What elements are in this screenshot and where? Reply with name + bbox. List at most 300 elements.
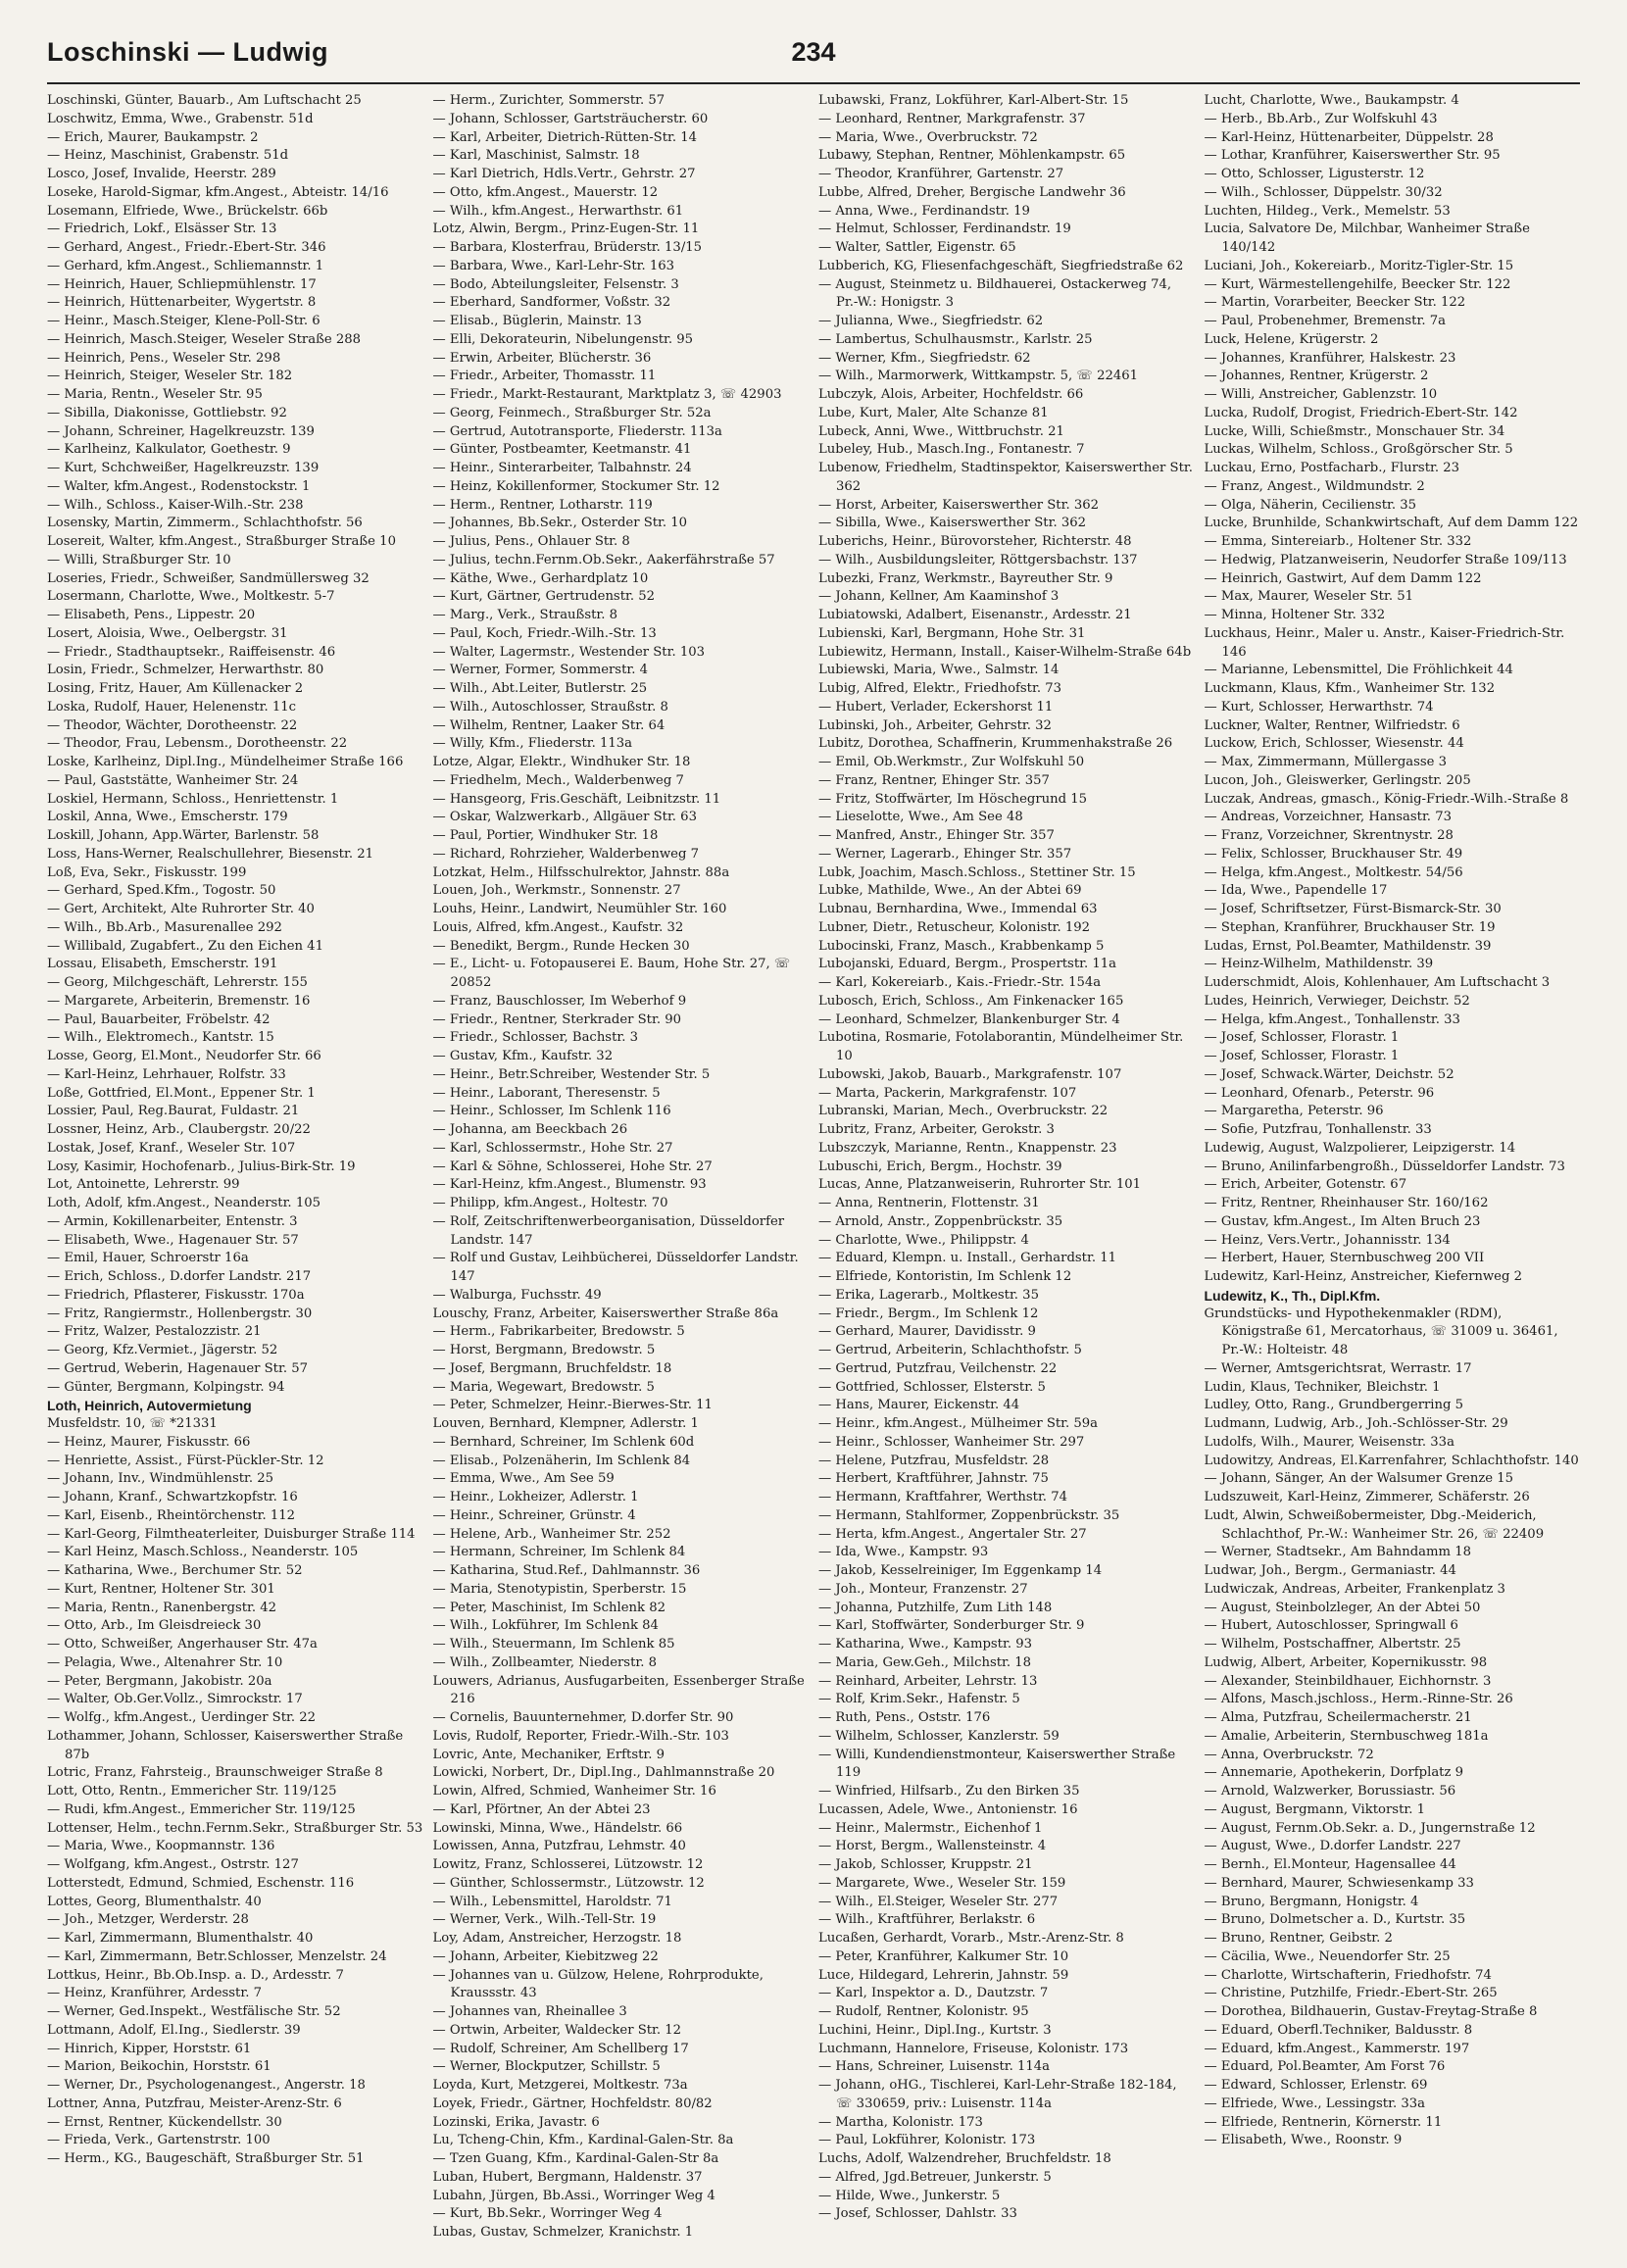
directory-entry xyxy=(47,1581,423,1600)
entry-text: — Karl-Heinz, Hüttenarbeiter, Düppelstr. 28 xyxy=(1204,129,1494,145)
directory-entry xyxy=(433,258,810,276)
entry-text: Lubinski, Joh., Arbeiter, Gehrstr. 32 xyxy=(818,717,1052,733)
entry-text: Lostak, Josef, Kranf., Weseler Str. 107 xyxy=(47,1140,296,1156)
entry-text: — Amalie, Arbeiterin, Sternbuschweg 181a xyxy=(1204,1728,1489,1744)
entry-text: — August, Steinbolzleger, An der Abtei 50 xyxy=(1204,1600,1481,1615)
entry-text: — Josef, Schwack.Wärter, Deichstr. 52 xyxy=(1204,1066,1454,1082)
directory-entry xyxy=(433,441,810,460)
directory-entry xyxy=(47,147,423,166)
directory-entry xyxy=(1205,735,1581,754)
directory-entry xyxy=(1205,405,1581,423)
entry-text: Lubiatowski, Adalbert, Eisenanstr., Ardesstr. 21 xyxy=(818,608,1132,622)
directory-entry xyxy=(1205,2003,1581,2022)
entry-text: Luckas, Wilhelm, Schloss., Großgörscher Str. 5 xyxy=(1204,442,1513,458)
directory-entry xyxy=(433,1360,810,1379)
entry-text: — Herm., Rentner, Lotharstr. 119 xyxy=(432,497,653,513)
entry-text: — August, Bergmann, Viktorstr. 1 xyxy=(1204,1801,1425,1817)
entry-text: Lott, Otto, Rentn., Emmericher Str. 119/125 xyxy=(47,1784,337,1799)
entry-text: Louschy, Franz, Arbeiter, Kaiserswerther Straße 86a xyxy=(432,1306,779,1321)
directory-entry xyxy=(47,1232,423,1251)
entry-text: Lowissen, Anna, Putzfrau, Lehmstr. 40 xyxy=(432,1839,686,1854)
directory-entry xyxy=(47,809,423,827)
entry-text: Lovric, Ante, Mechaniker, Erftstr. 9 xyxy=(432,1747,666,1762)
entry-text: — Horst, Bergm., Wallensteinstr. 4 xyxy=(818,1839,1047,1854)
directory-entry xyxy=(433,2058,810,2077)
directory-entry xyxy=(1205,846,1581,864)
entry-text: — Margarete, Arbeiterin, Bremenstr. 16 xyxy=(47,993,311,1009)
directory-entry xyxy=(1205,919,1581,938)
entry-text: Luciani, Joh., Kokereiarb., Moritz-Tigler-Str. 15 xyxy=(1204,258,1514,273)
entry-text: — Friedr., Markt-Restaurant, Marktplatz 3, ☏ 42903 xyxy=(432,387,782,402)
directory-entry xyxy=(433,1176,810,1195)
directory-entry xyxy=(47,239,423,258)
entry-text: — Hermann, Kraftfahrer, Werthstr. 74 xyxy=(818,1490,1067,1504)
directory-entry xyxy=(47,1434,423,1453)
directory-entry xyxy=(47,919,423,938)
directory-entry xyxy=(818,2041,1195,2059)
directory-entry xyxy=(433,1911,810,1930)
entry-text: — Wilh., Steuermann, Im Schlenk 85 xyxy=(432,1637,675,1652)
directory-entry xyxy=(818,368,1195,386)
directory-entry xyxy=(47,1306,423,1324)
entry-text: — Arnold, Anstr., Zoppenbrückstr. 35 xyxy=(818,1213,1063,1229)
entry-text: — August, Steinmetz u. Bildhauerei, Ostackerweg 74, Pr.-W.: Honigstr. 3 xyxy=(818,276,1172,311)
entry-text: Lubas, Gustav, Schmelzer, Kranichstr. 1 xyxy=(432,2225,694,2240)
directory-entry xyxy=(818,1489,1195,1507)
directory-entry xyxy=(433,1287,810,1306)
directory-entry xyxy=(1205,331,1581,350)
directory-entry xyxy=(818,1709,1195,1728)
entry-text: — Wilh., Lokführer, Im Schlenk 84 xyxy=(432,1618,659,1634)
entry-text: Louhs, Heinr., Landwirt, Neumühler Str. 160 xyxy=(432,902,727,916)
directory-entry xyxy=(818,735,1195,754)
entry-text: Lossner, Heinz, Arb., Claubergstr. 20/22 xyxy=(47,1122,311,1137)
directory-entry xyxy=(818,919,1195,938)
directory-entry xyxy=(433,460,810,478)
entry-text: — E., Licht- u. Fotopauserei E. Baum, Hohe Str. 27, ☏ 20852 xyxy=(432,957,791,990)
directory-entry xyxy=(818,1838,1195,1856)
directory-entry xyxy=(818,2205,1195,2224)
entry-text: Lubczyk, Alois, Arbeiter, Hochfeldstr. 66 xyxy=(818,387,1084,402)
directory-entry xyxy=(818,460,1195,497)
entry-text: — Horst, Arbeiter, Kaiserswerther Str. 362 xyxy=(818,497,1100,513)
directory-entry xyxy=(433,1397,810,1415)
entry-text: — Helene, Arb., Wanheimer Str. 252 xyxy=(432,1526,671,1542)
directory-entry xyxy=(1205,1709,1581,1728)
directory-entry xyxy=(818,662,1195,680)
directory-entry xyxy=(433,791,810,810)
directory-entry xyxy=(433,147,810,166)
entry-text: — Paul, Bauarbeiter, Fröbelstr. 42 xyxy=(47,1011,271,1027)
directory-entry xyxy=(47,1894,423,1912)
entry-text: Luchmann, Hannelore, Friseuse, Kolonistr. 173 xyxy=(818,2041,1129,2056)
entry-text: Lottner, Anna, Putzfrau, Meister-Arenz-Str. 6 xyxy=(47,2095,342,2111)
entry-text: — Wolfg., kfm.Angest., Uerdinger Str. 22 xyxy=(47,1710,317,1725)
entry-text: — Gert, Architekt, Alte Ruhrorter Str. 40 xyxy=(47,902,315,916)
entry-text: — Gertrud, Putzfrau, Veilchenstr. 22 xyxy=(818,1360,1058,1376)
entry-text: — Friedhelm, Mech., Walderbenweg 7 xyxy=(432,772,684,788)
directory-entry xyxy=(433,533,810,552)
directory-entry xyxy=(47,1379,423,1398)
entry-text: Loyek, Friedr., Gärtner, Hochfeldstr. 80/82 xyxy=(432,2095,713,2111)
directory-entry xyxy=(1205,111,1581,129)
directory-entry xyxy=(433,956,810,993)
entry-text: — Barbara, Klosterfrau, Brüderstr. 13/15 xyxy=(432,240,703,255)
entry-text: Louen, Joh., Werkmstr., Sonnenstr. 27 xyxy=(432,883,681,899)
entry-text: — Ida, Wwe., Papendelle 17 xyxy=(1204,883,1388,899)
entry-text: — Eduard, kfm.Angest., Kammerstr. 197 xyxy=(1204,2041,1470,2056)
directory-entry xyxy=(47,368,423,386)
directory-entry xyxy=(1205,1011,1581,1030)
directory-entry xyxy=(47,1268,423,1287)
directory-entry xyxy=(47,1875,423,1894)
entry-text: — Herb., Bb.Arb., Zur Wolfskuhl 43 xyxy=(1204,111,1438,126)
directory-entry xyxy=(818,1453,1195,1471)
entry-text: — Heinr., Sinterarbeiter, Talbahnstr. 24 xyxy=(432,461,692,475)
entry-text: Lozinski, Erika, Javastr. 6 xyxy=(432,2114,600,2130)
directory-entry xyxy=(433,662,810,680)
directory-entry xyxy=(818,570,1195,589)
entry-text: — Karl-Heinz, kfm.Angest., Blumenstr. 93 xyxy=(432,1177,707,1193)
entry-text: — Herm., Zurichter, Sommerstr. 57 xyxy=(432,93,666,108)
directory-entry xyxy=(1205,129,1581,148)
entry-text: — Leonhard, Rentner, Markgrafenstr. 37 xyxy=(818,111,1086,126)
directory-entry xyxy=(1205,552,1581,570)
entry-text: Luckow, Erich, Schlosser, Wiesenstr. 44 xyxy=(1204,736,1464,752)
directory-entry xyxy=(1205,1617,1581,1636)
entry-text: — Bernhard, Schreiner, Im Schlenk 60d xyxy=(432,1434,695,1450)
directory-entry xyxy=(47,1048,423,1066)
entry-text: — Joh., Monteur, Franzenstr. 27 xyxy=(818,1581,1028,1597)
directory-entry xyxy=(433,331,810,350)
directory-entry xyxy=(47,1930,423,1948)
directory-entry xyxy=(818,1617,1195,1636)
entry-text: — Emma, Wwe., Am See 59 xyxy=(432,1471,615,1487)
directory-entry xyxy=(818,221,1195,239)
entry-text: — Pelagia, Wwe., Altenahrer Str. 10 xyxy=(47,1654,283,1670)
directory-entry xyxy=(1205,1654,1581,1673)
directory-entry xyxy=(47,1654,423,1673)
entry-text: Lubszczyk, Marianne, Rentn., Knappenstr. 23 xyxy=(818,1140,1117,1156)
entry-text: — Walter, Lagermstr., Westender Str. 103 xyxy=(432,644,706,660)
entry-text: — Johann, Inv., Windmühlenstr. 25 xyxy=(47,1471,274,1487)
directory-entry xyxy=(433,552,810,570)
directory-entry xyxy=(818,680,1195,699)
directory-entry xyxy=(1205,1250,1581,1268)
entry-text: — Franz, Rentner, Ehinger Str. 357 xyxy=(818,772,1050,788)
entry-text: — Kurt, Gärtner, Gertrudenstr. 52 xyxy=(432,589,656,605)
entry-text: — Emil, Ob.Werkmstr., Zur Wolfskuhl 50 xyxy=(818,755,1085,769)
directory-entry xyxy=(433,2150,810,2169)
entry-text: — Johanna, am Beeckbach 26 xyxy=(432,1122,628,1137)
directory-entry xyxy=(433,1066,810,1085)
entry-text: — August, Fernm.Ob.Sekr. a. D., Jungernstraße 12 xyxy=(1204,1820,1536,1836)
directory-entry xyxy=(818,1287,1195,1306)
directory-entry xyxy=(818,313,1195,331)
entry-text: Loss, Hans-Werner, Realschullehrer, Biesenstr. 21 xyxy=(47,846,373,862)
directory-entry xyxy=(433,588,810,607)
directory-entry xyxy=(433,129,810,148)
entry-text: — Philipp, kfm.Angest., Holtestr. 70 xyxy=(432,1196,668,1210)
entry-text: — Georg, Kfz.Vermiet., Jägerstr. 52 xyxy=(47,1343,278,1357)
directory-entry xyxy=(818,1911,1195,1930)
directory-entry xyxy=(47,1029,423,1048)
directory-entry xyxy=(1205,1140,1581,1159)
entry-text: — Paul, Probenehmer, Bremenstr. 7a xyxy=(1204,314,1446,328)
entry-text: — Johanna, Putzhilfe, Zum Lith 148 xyxy=(818,1600,1053,1615)
entry-text: Lubk, Joachim, Masch.Schloss., Stettiner Str. 15 xyxy=(818,864,1136,880)
directory-entry xyxy=(1205,1856,1581,1875)
directory-columns xyxy=(47,92,1580,2256)
directory-entry xyxy=(818,993,1195,1011)
directory-entry xyxy=(1205,441,1581,460)
entry-text: — Friedr., Arbeiter, Thomasstr. 11 xyxy=(432,369,657,384)
running-head: Loschinski — Ludwig xyxy=(47,37,329,67)
entry-text: — Hermann, Schreiner, Im Schlenk 84 xyxy=(432,1545,686,1560)
entry-text: Ludwar, Joh., Bergm., Germaniastr. 44 xyxy=(1204,1563,1456,1578)
entry-text: — Heinr., kfm.Angest., Mülheimer Str. 59a xyxy=(818,1416,1099,1431)
directory-entry xyxy=(818,2003,1195,2022)
directory-entry xyxy=(433,699,810,717)
directory-entry xyxy=(818,1029,1195,1066)
directory-entry xyxy=(1205,588,1581,607)
directory-entry xyxy=(47,515,423,533)
entry-text: — Heinrich, Gastwirt, Auf dem Damm 122 xyxy=(1204,570,1482,586)
directory-entry xyxy=(1205,350,1581,369)
entry-text: — Hinrich, Kipper, Horststr. 61 xyxy=(47,2041,252,2056)
directory-entry xyxy=(433,1029,810,1048)
directory-entry xyxy=(47,1544,423,1562)
entry-text: Luchten, Hildeg., Verk., Memelstr. 53 xyxy=(1204,203,1451,219)
directory-entry xyxy=(818,1085,1195,1104)
entry-text: Luckhaus, Heinr., Maler u. Anstr., Kaiser-Friedrich-Str. 146 xyxy=(1204,625,1565,660)
directory-entry xyxy=(47,1360,423,1379)
directory-entry xyxy=(1205,1507,1581,1545)
directory-entry xyxy=(1205,717,1581,736)
directory-entry xyxy=(47,1470,423,1489)
directory-entry xyxy=(47,1526,423,1545)
entry-text: — Wilh., Kraftführer, Berlakstr. 6 xyxy=(818,1912,1036,1928)
directory-entry xyxy=(47,644,423,663)
directory-entry xyxy=(433,1323,810,1342)
entry-text: — Werner, Blockputzer, Schillstr. 5 xyxy=(432,2059,661,2075)
directory-entry xyxy=(47,350,423,369)
entry-text: — Heinz-Wilhelm, Mathildenstr. 39 xyxy=(1204,957,1434,972)
directory-entry xyxy=(433,350,810,369)
directory-entry xyxy=(433,313,810,331)
directory-entry xyxy=(1205,184,1581,203)
directory-entry xyxy=(47,1856,423,1875)
directory-entry xyxy=(47,1948,423,1967)
directory-entry xyxy=(433,1617,810,1636)
directory-entry xyxy=(1205,2022,1581,2041)
entry-text: Lubezki, Franz, Werkmstr., Bayreuther Str. 9 xyxy=(818,570,1113,586)
entry-text: — Gottfried, Schlosser, Elsterstr. 5 xyxy=(818,1379,1046,1395)
directory-entry xyxy=(47,588,423,607)
directory-entry xyxy=(433,827,810,846)
directory-entry xyxy=(1205,92,1581,111)
directory-entry xyxy=(47,276,423,295)
directory-entry xyxy=(1205,1838,1581,1856)
entry-text: — Hansgeorg, Fris.Geschäft, Leibnitzstr. 11 xyxy=(432,791,721,807)
directory-entry xyxy=(1205,478,1581,497)
directory-entry xyxy=(433,1103,810,1121)
directory-entry xyxy=(433,772,810,791)
entry-text: Lubritz, Franz, Arbeiter, Gerokstr. 3 xyxy=(818,1122,1055,1137)
directory-entry xyxy=(433,1085,810,1104)
directory-entry xyxy=(47,313,423,331)
entry-text: — Werner, Stadtsekr., Am Bahndamm 18 xyxy=(1204,1545,1471,1560)
directory-entry xyxy=(47,1140,423,1159)
entry-text: Losin, Friedr., Schmelzer, Herwarthstr. 80 xyxy=(47,663,324,678)
directory-entry xyxy=(1205,662,1581,680)
directory-entry xyxy=(818,2132,1195,2150)
entry-text: Lowinski, Minna, Wwe., Händelstr. 66 xyxy=(432,1820,683,1836)
directory-entry xyxy=(1205,1691,1581,1709)
entry-text: — Annemarie, Apothekerin, Dorfplatz 9 xyxy=(1204,1765,1464,1781)
entry-text: Loskiel, Hermann, Schloss., Henriettenstr. 1 xyxy=(47,791,339,807)
directory-entry xyxy=(818,2188,1195,2206)
entry-text: — Heinz, Kranführer, Ardesstr. 7 xyxy=(47,1986,262,2001)
directory-entry xyxy=(47,497,423,516)
entry-text: Loseke, Harold-Sigmar, kfm.Angest., Abteistr. 14/16 xyxy=(47,184,389,200)
entry-text: — Alexander, Steinbildhauer, Eichhornstr. 3 xyxy=(1204,1673,1492,1689)
directory-entry xyxy=(1205,533,1581,552)
entry-text: — Wilh., Abt.Leiter, Butlerstr. 25 xyxy=(432,681,648,696)
entry-text: — Stephan, Kranführer, Bruckhauser Str. 19 xyxy=(1204,919,1496,935)
entry-text: — Olga, Näherin, Cecilienstr. 35 xyxy=(1204,497,1417,513)
entry-text: — Heinrich, Masch.Steiger, Weseler Straße 288 xyxy=(47,331,362,347)
entry-text: — Werner, Kfm., Siegfriedstr. 62 xyxy=(818,350,1031,366)
directory-entry xyxy=(47,1195,423,1213)
directory-entry xyxy=(818,2114,1195,2133)
directory-entry xyxy=(818,1507,1195,1526)
entry-text: — Walter, Sattler, Eigenstr. 65 xyxy=(818,240,1016,255)
entry-text: Loß, Eva, Sekr., Fiskusstr. 199 xyxy=(47,864,247,880)
directory-entry xyxy=(47,1342,423,1360)
directory-entry xyxy=(1205,1085,1581,1104)
directory-entry xyxy=(47,1103,423,1121)
column-2 xyxy=(433,92,810,2256)
page-number: 234 xyxy=(791,37,836,67)
directory-entry xyxy=(47,570,423,589)
directory-entry xyxy=(433,2077,810,2095)
directory-entry xyxy=(1205,827,1581,846)
entry-text: Lubienski, Karl, Bergmann, Hohe Str. 31 xyxy=(818,625,1086,641)
entry-text: — Eberhard, Sandformer, Voßstr. 32 xyxy=(432,295,671,311)
directory-entry xyxy=(1205,166,1581,184)
directory-entry xyxy=(1205,625,1581,663)
directory-entry xyxy=(818,1379,1195,1398)
entry-text: Lottkus, Heinr., Bb.Ob.Insp. a. D., Ardesstr. 7 xyxy=(47,1967,344,1983)
entry-text: — Hans, Maurer, Eickenstr. 44 xyxy=(818,1398,1020,1413)
directory-entry xyxy=(1205,1066,1581,1085)
entry-text: — Karl, Zimmermann, Blumenthalstr. 40 xyxy=(47,1931,314,1946)
entry-text: — Reinhard, Arbeiter, Lehrstr. 13 xyxy=(818,1673,1038,1689)
directory-entry xyxy=(1205,1415,1581,1434)
directory-entry xyxy=(47,2077,423,2095)
directory-entry xyxy=(1205,258,1581,276)
entry-text: Ludolfs, Wilh., Maurer, Weisenstr. 33a xyxy=(1204,1434,1454,1450)
directory-entry xyxy=(433,405,810,423)
directory-entry xyxy=(47,2041,423,2059)
entry-text: — Willi, Anstreicher, Gablenzstr. 10 xyxy=(1204,387,1438,402)
directory-entry xyxy=(818,1673,1195,1692)
directory-entry xyxy=(1205,901,1581,919)
directory-entry xyxy=(818,1232,1195,1251)
entry-text: Loseries, Friedr., Schweißer, Sandmüllersweg 32 xyxy=(47,570,370,586)
entry-text: — Frieda, Verk., Gartenstrstr. 100 xyxy=(47,2133,271,2148)
directory-entry xyxy=(433,2003,810,2022)
entry-text: Luchini, Heinr., Dipl.Ing., Kurtstr. 3 xyxy=(818,2022,1052,2038)
directory-entry xyxy=(818,1397,1195,1415)
entry-text: — Wilhelm, Schlosser, Kanzlerstr. 59 xyxy=(818,1728,1060,1744)
entry-text: — Georg, Feinmech., Straßburger Str. 52a xyxy=(432,405,712,420)
entry-text: — Werner, Lagerarb., Ehinger Str. 357 xyxy=(818,846,1072,862)
directory-entry xyxy=(433,754,810,772)
directory-entry xyxy=(433,864,810,883)
entry-text: Luban, Hubert, Bergmann, Haldenstr. 37 xyxy=(432,2169,703,2185)
directory-entry xyxy=(818,147,1195,166)
directory-entry xyxy=(433,1856,810,1875)
entry-text: Lucon, Joh., Gleiswerker, Gerlingstr. 205 xyxy=(1204,772,1471,788)
entry-text: — Gertrud, Arbeiterin, Schlachthofstr. 5 xyxy=(818,1343,1082,1357)
entry-text: — Karl, Arbeiter, Dietrich-Rütten-Str. 14 xyxy=(432,129,698,145)
entry-text: Lot, Antoinette, Lehrerstr. 99 xyxy=(47,1177,240,1193)
entry-text: — Günter, Bergmann, Kolpingstr. 94 xyxy=(47,1379,285,1395)
entry-text: Ludes, Heinrich, Verwieger, Deichstr. 52 xyxy=(1204,993,1470,1009)
entry-text: — Alfred, Jgd.Betreuer, Junkerstr. 5 xyxy=(818,2169,1052,2185)
entry-text: — Josef, Schlosser, Dahlstr. 33 xyxy=(818,2206,1017,2222)
entry-text: Luckner, Walter, Rentner, Wilfriedstr. 6 xyxy=(1204,717,1460,733)
directory-entry xyxy=(818,239,1195,258)
entry-text: — Karl Dietrich, Hdls.Vertr., Gehrstr. 27 xyxy=(432,167,696,181)
directory-entry xyxy=(818,1930,1195,1948)
entry-text: — Max, Maurer, Weseler Str. 51 xyxy=(1204,589,1413,605)
directory-entry xyxy=(1205,1029,1581,1048)
entry-text: — Winfried, Hilfsarb., Zu den Birken 35 xyxy=(818,1784,1080,1799)
directory-entry xyxy=(1205,864,1581,883)
entry-text: Lubke, Mathilde, Wwe., An der Abtei 69 xyxy=(818,883,1082,899)
entry-text: — Gerhard, Angest., Friedr.-Ebert-Str. 346 xyxy=(47,240,326,255)
directory-entry xyxy=(818,1213,1195,1232)
entry-text: — Edward, Schlosser, Erlenstr. 69 xyxy=(1204,2078,1428,2093)
entry-text: — Herm., KG., Baugeschäft, Straßburger Str. 51 xyxy=(47,2151,365,2166)
directory-entry xyxy=(47,938,423,957)
entry-text: — August, Wwe., D.dorfer Landstr. 227 xyxy=(1204,1839,1461,1854)
entry-text: — Kurt, Schchweißer, Hagelkreuzstr. 139 xyxy=(47,461,320,475)
entry-text: — Gerhard, kfm.Angest., Schliemannstr. 1 xyxy=(47,258,324,273)
entry-text: Luckmann, Klaus, Kfm., Wanheimer Str. 132 xyxy=(1204,681,1496,696)
directory-entry xyxy=(818,1894,1195,1912)
entry-text: — Lambertus, Schulhausmstr., Karlstr. 25 xyxy=(818,331,1093,347)
entry-text: — Franz, Vorzeichner, Skrentnystr. 28 xyxy=(1204,828,1454,843)
directory-entry xyxy=(818,1544,1195,1562)
entry-text: — Heinr., Betr.Schreiber, Westender Str. 5 xyxy=(432,1066,711,1082)
directory-entry xyxy=(1205,1894,1581,1912)
entry-text: — Hubert, Verlader, Eckershorst 11 xyxy=(818,699,1054,715)
directory-entry xyxy=(1205,2114,1581,2133)
directory-entry xyxy=(818,1600,1195,1618)
directory-entry xyxy=(47,680,423,699)
entry-text: — Willi, Straßburger Str. 10 xyxy=(47,552,231,567)
directory-entry xyxy=(1205,1213,1581,1232)
entry-text: Lubiewski, Maria, Wwe., Salmstr. 14 xyxy=(818,663,1060,678)
directory-entry xyxy=(433,1930,810,1948)
entry-text: Ludin, Klaus, Techniker, Bleichstr. 1 xyxy=(1204,1379,1441,1395)
directory-entry xyxy=(47,717,423,736)
entry-text: Lucht, Charlotte, Wwe., Baukampstr. 4 xyxy=(1204,93,1459,108)
